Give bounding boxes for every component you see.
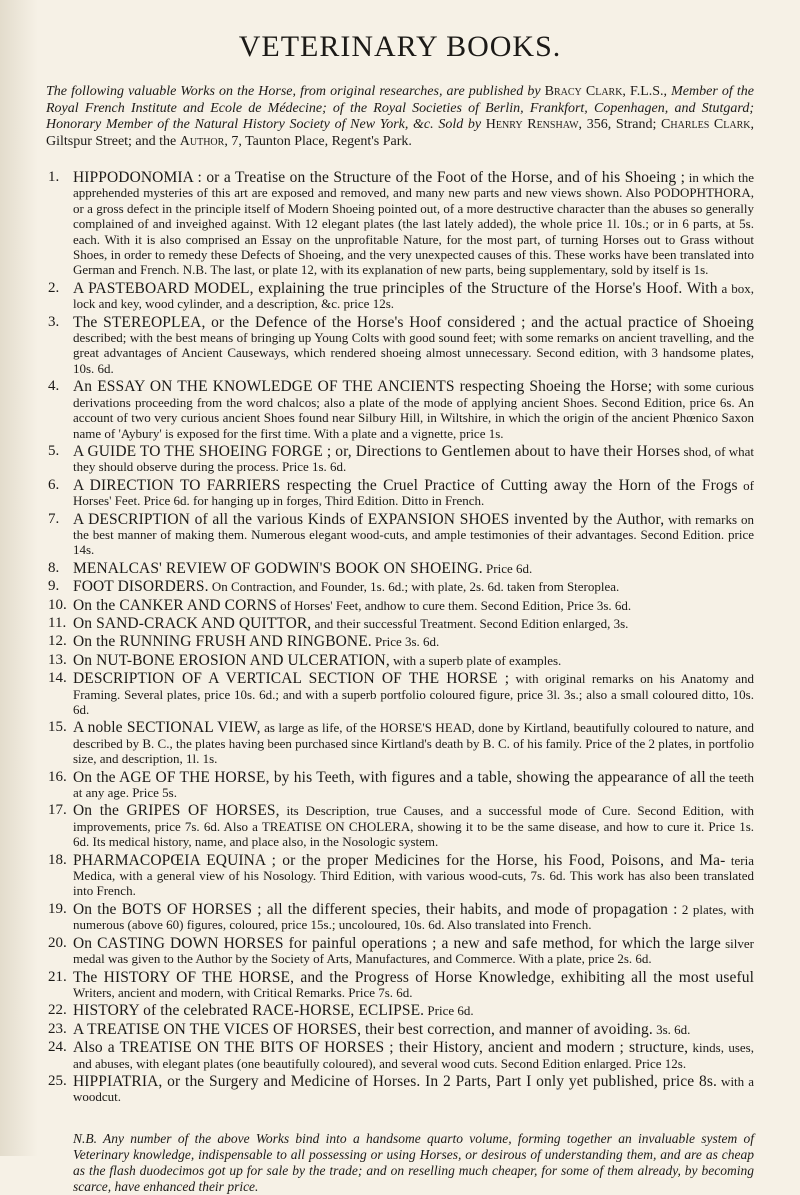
work-number: 3. (48, 313, 60, 330)
work-item (46, 512, 754, 558)
work-number: 13. (48, 651, 67, 668)
work-item (46, 598, 754, 613)
work-title: MENALCAS' REVIEW OF GODWIN'S BOOK ON SHOEING. (73, 559, 483, 577)
seller-name: Henry Renshaw, (485, 117, 583, 132)
work-description: with a superb plate of examples. (389, 652, 562, 668)
work-title: Also a TREATISE ON THE BITS OF HORSES ; their History, ancient and modern ; structure, (73, 1039, 689, 1057)
work-number: 11. (48, 614, 67, 631)
intro-paragraph (46, 84, 754, 150)
work-title: The STEREOPLEA, or the Defence of the Horse's Hoof considered ; and the actual practice of Shoeing (73, 313, 754, 331)
work-description: with a woodcut. (73, 1073, 754, 1105)
work-description: 2 plates, with numerous (above 60) figures, coloured, price 15s.; uncoloured, 10s. 6d. Also translated into French. (73, 901, 754, 933)
work-item (46, 561, 754, 576)
work-item (46, 902, 754, 933)
work-number: 23. (48, 1020, 67, 1037)
author-name: Bracy Clark, F.L.S., (544, 84, 668, 99)
work-title: An ESSAY ON THE KNOWLEDGE OF THE ANCIENTS respecting Shoeing the Horse; (73, 378, 653, 396)
work-title: A TREATISE ON THE VICES OF HORSES, their best correction, and manner of avoiding. (73, 1020, 653, 1038)
work-item (46, 281, 754, 312)
work-item (46, 1074, 754, 1105)
work-title: A noble SECTIONAL VIEW, (73, 719, 261, 737)
work-title: On the AGE OF THE HORSE, by his Teeth, with figures and a table, showing the appearance of all (73, 768, 706, 786)
work-item (46, 634, 754, 649)
work-description: of Horses' Feet. Price 6d. for hanging up in forges, Third Edition. Ditto in French. (73, 477, 754, 509)
work-item (46, 1003, 754, 1018)
work-item (46, 478, 754, 509)
work-title: PHARMACOPŒIA EQUINA ; or the proper Medicines for the Horse, his Food, Poisons, and Ma- (73, 851, 726, 869)
work-title: HIPPIATRIA, or the Surgery and Medicine of Horses. In 2 Parts, Part I only yet published, price 8s. (73, 1072, 717, 1090)
work-item (46, 671, 754, 717)
work-title: A GUIDE TO THE SHOEING FORGE ; or, Directions to Gentlemen about to have their Horses (73, 442, 681, 460)
work-item (46, 853, 754, 899)
work-title: On the CANKER AND CORNS (73, 596, 277, 614)
work-description: a box, lock and key, wood cylinder, and a description, &c. price 12s. (73, 280, 754, 312)
work-number: 21. (48, 968, 67, 985)
work-number: 2. (48, 279, 60, 296)
work-description: Price 6d. (424, 1003, 474, 1019)
work-title: HISTORY of the celebrated RACE-HORSE, ECLIPSE. (73, 1002, 425, 1020)
footnote: N.B. Any number of the above Works bind into a handsome quarto volume, forming together an invaluable system of Veterinary knowledge, indispensable to all possessing or using Horses, or desirous of understanding them, and are as cheap as the flash duodecimos got up for sale by the trade; and on reselling much cheaper, for some of them already, by becoming scarce, have enhanced their price. (73, 1130, 754, 1194)
work-description: in which the apprehended mysteries of this art are exposed and removed, and many new parts and new views shown. Also PODOPHTHORA, or a gross defect in the principle itself of Modern Shoeing pointed out, of a more destructive character than the abuses so generally complained of and inveighed against. With 12 elegant plates (the last lately added), the whole price 1l. 10s.; or in 6 parts, at 5s. each. With it is also comprised an Essay on the unprofitable Nature, for the most part, of turning Horses out to Grass without Shoes, in order to remedy these Defects of Shoeing, and the very unexpected causes of this. These works have been translated into German and French. N.B. The last, or plate 12, with its explanation of new parts, being supplementary, sold by itself is 1s. (73, 170, 754, 278)
work-number: 5. (48, 442, 60, 459)
work-number: 15. (48, 719, 67, 736)
work-description: Price 6d. (482, 560, 533, 576)
work-number: 20. (48, 934, 67, 951)
work-title: A PASTEBOARD MODEL, explaining the true principles of the Structure of the Horse's Hoof. With (73, 279, 718, 297)
work-item (46, 970, 754, 1001)
work-title: The HISTORY OF THE HORSE, and the Progress of Horse Knowledge, exhibiting all the most useful (73, 968, 754, 986)
work-title: HIPPODONOMIA : or a Treatise on the Structure of the Foot of the Horse, and of his Shoeing ; (73, 169, 686, 186)
work-item (46, 379, 754, 441)
work-title: DESCRIPTION OF A VERTICAL SECTION OF THE HORSE ; (73, 670, 510, 688)
work-title: On the RUNNING FRUSH AND RINGBONE. (73, 633, 372, 651)
work-description: as large as life, of the HORSE'S HEAD, done by Kirtland, beautifully coloured to nature, and described by B. C., the plates having been purchased since Kirtland's death by B. C. of his family. Price of the 2 plates, in portfolio size, and description, 1l. 1s. (73, 720, 754, 767)
work-description: 3s. 6d. (652, 1021, 691, 1037)
intro-text: Giltspur Street; and the (46, 133, 180, 149)
work-number: 7. (48, 510, 60, 527)
intro-text: 356, Strand; (582, 117, 662, 132)
work-item (46, 444, 754, 475)
work-description: Price 3s. 6d. (371, 634, 440, 650)
work-title: On SAND-CRACK AND QUITTOR, (73, 614, 312, 632)
work-item (46, 720, 754, 766)
work-number: 24. (48, 1039, 67, 1056)
work-item (46, 1040, 754, 1071)
work-title: On the BOTS OF HORSES ; all the different species, their habits, and mode of propagation : (73, 900, 678, 918)
work-description: its Description, true Causes, and a successful mode of Cure. Second Edition, with improvements, price 7s. 6d. Also a TREATISE ON CHOLERA, showing it to be the same disease, and how to cure it. Price 1s. 6d. Its medical history, name, and place also, in the Nosologic system. (73, 803, 754, 850)
work-description: shod, of what they should observe during the process. Price 1s. 6d. (73, 443, 754, 475)
work-item (46, 315, 754, 377)
work-number: 25. (48, 1072, 67, 1089)
work-item (46, 170, 754, 278)
work-item (46, 653, 754, 668)
work-description: and their successful Treatment. Second Edition enlarged, 3s. (311, 615, 629, 631)
work-title: FOOT DISORDERS. (73, 578, 209, 596)
work-title: On NUT-BONE EROSION AND ULCERATION, (73, 651, 390, 669)
work-item (46, 616, 754, 631)
work-title: A DESCRIPTION of all the various Kinds of EXPANSION SHOES invented by the Author, (73, 510, 665, 528)
work-description: Writers, ancient and modern, with Critical Remarks. Price 7s. 6d. (73, 984, 413, 1000)
work-number: 9. (48, 578, 60, 595)
work-item (46, 1022, 754, 1037)
work-number: 6. (48, 476, 60, 493)
work-description: of Horses' Feet, andhow to cure them. Second Edition, Price 3s. 6d. (276, 597, 632, 613)
work-number: 4. (48, 378, 60, 395)
seller-name: Charles Clark, (661, 117, 754, 132)
work-description: silver medal was given to the Author by the Society of Arts, Manufactures, and Commerce. With a plate, price 2s. 6d. (73, 935, 754, 967)
work-title: A DIRECTION TO FARRIERS respecting the Cruel Practice of Cutting away the Horn of the Frogs (73, 476, 738, 494)
intro-text: The following valuable Works on the Horse, from original researches, are published by (46, 84, 545, 99)
work-description: kinds, uses, and abuses, with elegant plates (one beautifully coloured), and several wood cuts. Second Edition enlarged. Price 12s. (73, 1040, 754, 1071)
work-item (46, 936, 754, 967)
work-description: described; with the best means of bringing up Young Colts with good sound feet; with some remarks on ancient travelling, and the great advantages of Ancient Causeways, which rendered shoeing almost unnecessary. Second edition, with 3 handsome plates, 10s. 6d. (73, 330, 754, 376)
work-description: On Contraction, and Founder, 1s. 6d.; with plate, 2s. 6d. taken from Steroplea. (208, 579, 620, 595)
work-number: 22. (48, 1002, 67, 1019)
page-title: VETERINARY BOOKS. (238, 30, 562, 63)
work-number: 1. (48, 169, 60, 185)
intro-text: Member of the Royal French Institute and Ecole de Médecine; of the Royal Societies of Berlin, Frankfort, Copenhagen, and Stutgard; Honorary Member of the Natural History Society of New York, &c. Sold by (46, 84, 754, 132)
work-title: On CASTING DOWN HORSES for painful operations ; a new and safe method, for which the large (73, 934, 721, 952)
work-number: 12. (48, 633, 67, 650)
work-title: On the GRIPES OF HORSES, (73, 802, 280, 820)
work-number: 18. (48, 851, 67, 868)
work-description: with remarks on the best manner of making them. Numerous elegant wood-cuts, and ample testimonies of their advantages. Second Edition. price 14s. (73, 511, 754, 558)
work-item (46, 770, 754, 801)
work-description: with some curious derivations proceeding from the word chalcos; also a plate of the mode of applying ancient Shoes. Second Edition, price 6s. An account of two very curious ancient Shoes found near Silbury Hill, in Wiltshire, in which the origin of the ancient Phœnico Saxon name of 'Aybury' is exposed for the first time. With a plate and a vignette, price 1s. (73, 379, 754, 441)
work-number: 10. (48, 596, 67, 613)
work-description: the teeth at any age. Price 5s. (73, 769, 754, 801)
work-item (46, 579, 754, 594)
works-list (46, 170, 754, 1105)
author-name: Author, (179, 133, 228, 149)
intro-text: 7, Taunton Place, Regent's Park. (227, 133, 412, 149)
work-number: 8. (48, 559, 60, 576)
work-number: 16. (48, 768, 67, 785)
work-description: teria Medica, with a general view of his Nosology. Third Edition, with various wood-cuts, 7s. 6d. This work has also been translated into French. (73, 852, 754, 899)
work-number: 17. (48, 802, 67, 819)
work-number: 19. (48, 900, 67, 917)
work-number: 14. (48, 670, 67, 687)
work-description: with original remarks on his Anatomy and Framing. Several plates, price 10s. 6d.; and with a superb portfolio coloured figure, price 3l. 3s.; also a small coloured ditto, 10s. 6d. (73, 671, 754, 717)
work-item (46, 803, 754, 849)
